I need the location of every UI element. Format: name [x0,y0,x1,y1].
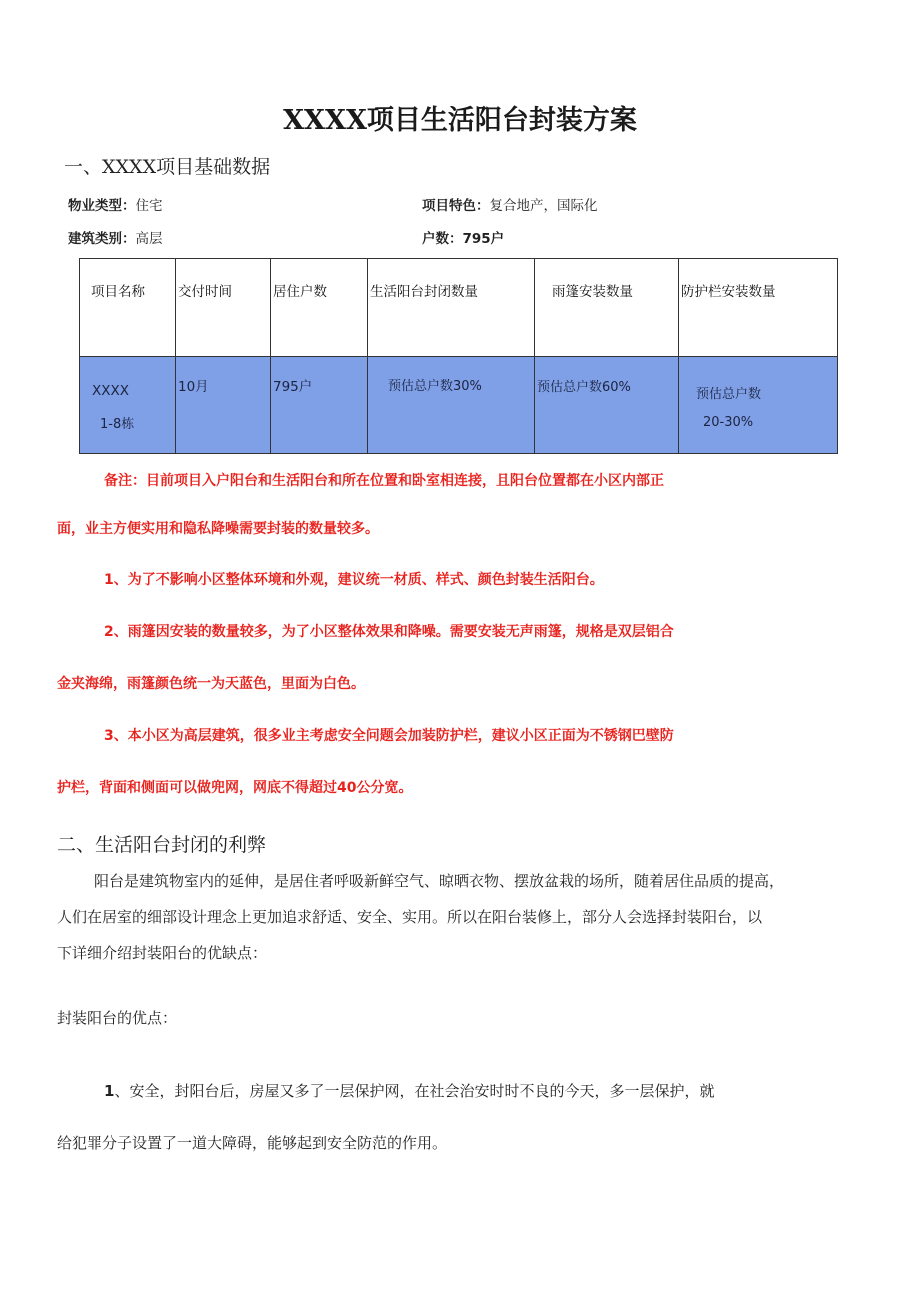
recommendation-2-line-1: 2、雨篷因安装的数量较多，为了小区整体效果和降噪。需要安装无声雨篷，规格是双层铝合 [104,624,674,640]
households [422,227,504,247]
header-railing-count: 防护栏安装数量 [679,259,838,357]
recommendation-3-line-2: 护栏，背面和侧面可以做兜网，网底不得超过40公分宽。 [57,780,413,796]
recommendation-3-line-1: 3、本小区为高层建筑，很多业主考虑安全问题会加装防护栏，建议小区正面为不锈钢巴壁防 [104,728,674,744]
recommendation-2-line-2: 金夹海绵，雨篷颜色统一为天蓝色，里面为白色。 [57,676,365,692]
property-type-label: 物业类型： [68,198,136,214]
intro-line-3: 下详细介绍封装阳台的优缺点： [57,944,268,962]
recommendation-1: 1、为了不影响小区整体环境和外观，建议统一材质、样式、颜色封装生活阳台。 [104,572,604,588]
households-value: 795户 [462,231,505,247]
cell-railing: 预估总户数 20-30% [679,357,838,454]
cell-project-name: XXXX 1-8栋 [80,357,176,454]
advantage-item-number: 1 [104,1082,115,1100]
section1-heading: 一、XXXX项目基础数据 [64,156,271,178]
households-label: 户数： [422,231,463,247]
property-type [68,194,163,214]
page-title: XXXX项目生活阳台封装方案 [283,105,637,136]
building-type-label: 建筑类别： [68,231,136,247]
cell-delivery: 10月 [176,357,271,454]
intro-line-2: 人们在居室的细部设计理念上更加追求舒适、安全、实用。所以在阳台装修上，部分人会选择封装阳台，以 [57,908,763,926]
advantage-item-1-line-2: 给犯罪分子设置了一道大障碍，能够起到安全防范的作用。 [57,1134,448,1152]
remark-line-2: 面，业主方便实用和隐私降噪需要封装的数量较多。 [57,521,379,537]
header-project-name: 项目名称 [80,259,176,357]
cell-awning: 预估总户数60% [535,357,679,454]
header-awning-count: 雨篷安装数量 [535,259,679,357]
header-delivery-time: 交付时间 [176,259,271,357]
project-table [79,258,838,454]
cell-households: 795户 [271,357,368,454]
cell-balcony: 预估总户数30% [368,357,535,454]
advantages-label: 封装阳台的优点： [57,1009,178,1027]
advantage-item-text: 、安全，封阳台后，房屋又多了一层保护网，在社会治安时时不良的今天，多一层保护，就 [114,1082,715,1100]
feature-label: 项目特色： [422,198,490,214]
building-type-value: 高层 [135,231,163,247]
feature-value: 复合地产，国际化 [489,198,598,214]
building-type [68,227,163,247]
remark-line-1: 备注：目前项目入户阳台和生活阳台和所在位置和卧室相连接，且阳台位置都在小区内部正 [104,473,664,489]
property-type-value: 住宅 [135,198,163,214]
header-households: 居住户数 [271,259,368,357]
header-balcony-count: 生活阳台封闭数量 [368,259,535,357]
project-feature [422,194,598,214]
advantage-item-1-line-1 [104,1080,714,1101]
intro-line-1: 阳台是建筑物室内的延伸，是居住者呼吸新鲜空气、晾晒衣物、摆放盆栽的场所，随着居住品质的提高， [94,872,785,890]
table-header-row [80,259,838,357]
table-row [80,357,838,454]
section2-heading: 二、生活阳台封闭的利弊 [57,834,267,856]
